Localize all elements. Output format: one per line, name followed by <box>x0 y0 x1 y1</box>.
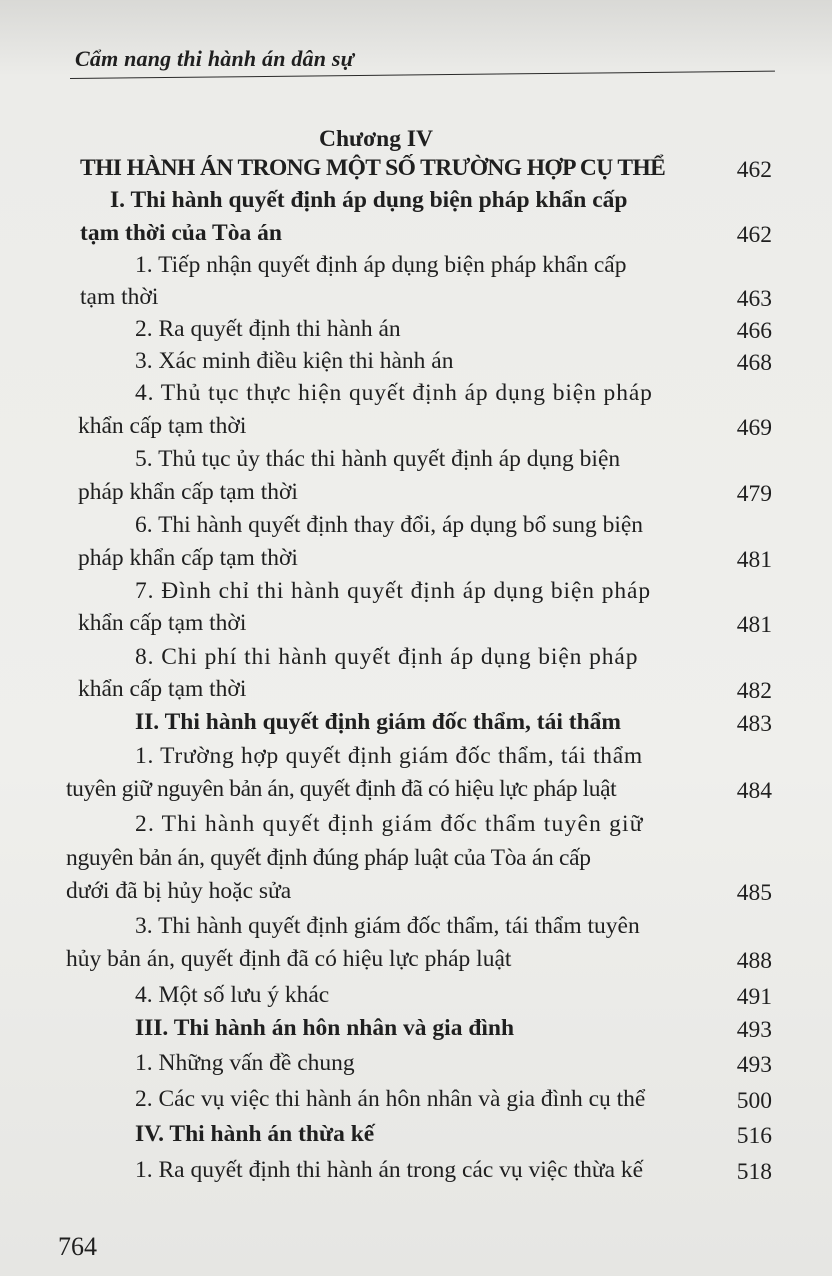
toc-entry-line: 3. Thi hành quyết định giám đốc thẩm, tái thẩm tuyên <box>135 913 640 939</box>
toc-page-number: 493 <box>736 1017 772 1043</box>
toc-page-number: 482 <box>736 678 772 704</box>
toc-entry-line: nguyên bản án, quyết định đúng pháp luật của Tòa án cấp <box>66 845 591 871</box>
toc-entry-line: pháp khẩn cấp tạm thời <box>78 545 298 571</box>
page-number: 764 <box>58 1232 97 1261</box>
chapter-label: Chương IV <box>319 126 433 152</box>
toc-entry-line: 1. Trường hợp quyết định giám đốc thẩm, tái thẩm <box>135 743 643 769</box>
chapter-title: THI HÀNH ÁN TRONG MỘT SỐ TRƯỜNG HỢP CỤ THỂ <box>80 155 666 181</box>
toc-entry-line: khẩn cấp tạm thời <box>78 610 247 636</box>
toc-entry-line: pháp khẩn cấp tạm thời <box>78 479 298 505</box>
toc-entry-line: 4. Thủ tục thực hiện quyết định áp dụng biện pháp <box>135 380 653 406</box>
toc-page-number: 488 <box>736 948 772 974</box>
toc-entry-line: 1. Tiếp nhận quyết định áp dụng biện pháp khẩn cấp <box>135 252 627 278</box>
toc-entry-line: tạm thời <box>80 284 159 310</box>
toc-entry-line: 1. Ra quyết định thi hành án trong các vụ việc thừa kế <box>135 1157 644 1183</box>
toc-entry-line: 8. Chi phí thi hành quyết định áp dụng biện pháp <box>135 644 639 670</box>
toc-entry-line: 2. Thi hành quyết định giám đốc thẩm tuyên giữ <box>135 811 644 837</box>
toc-entry-line: II. Thi hành quyết định giám đốc thẩm, tái thẩm <box>135 709 622 735</box>
toc-entry-line: tuyên giữ nguyên bản án, quyết định đã có hiệu lực pháp luật <box>66 776 617 802</box>
toc-page-number: 481 <box>736 612 772 638</box>
toc-page-number: 481 <box>736 547 772 573</box>
toc-entry-line: III. Thi hành án hôn nhân và gia đình <box>135 1015 515 1041</box>
toc-entry-line: 5. Thủ tục ủy thác thi hành quyết định áp dụng biện <box>135 446 621 472</box>
toc-entry-line: IV. Thi hành án thừa kế <box>135 1121 375 1147</box>
toc-page-number: 479 <box>736 481 772 507</box>
toc-page-number: 469 <box>736 415 772 441</box>
toc-entry-line: khẩn cấp tạm thời <box>78 413 247 439</box>
toc-page-number: 518 <box>736 1159 772 1185</box>
toc-page-number: 485 <box>736 880 772 906</box>
toc-entry-line: 2. Các vụ việc thi hành án hôn nhân và gia đình cụ thể <box>135 1086 646 1112</box>
chapter-page: 462 <box>736 157 772 183</box>
toc-entry-line: tạm thời của Tòa án <box>80 220 282 246</box>
toc-page-number: 468 <box>736 350 772 376</box>
toc-entry-line: 6. Thi hành quyết định thay đổi, áp dụng bổ sung biện <box>135 512 644 538</box>
toc-entry-line: 4. Một số lưu ý khác <box>135 982 330 1008</box>
toc-entry-line: 1. Những vấn đề chung <box>135 1050 355 1076</box>
toc-entry-line: 2. Ra quyết định thi hành án <box>135 316 401 342</box>
toc-page-number: 516 <box>736 1123 772 1149</box>
toc-page-number: 462 <box>736 222 772 248</box>
toc-entry-line: khẩn cấp tạm thời <box>78 676 247 702</box>
toc-page-number: 500 <box>736 1088 772 1114</box>
toc-entry-line: 3. Xác minh điều kiện thi hành án <box>135 348 454 374</box>
toc-page-number: 493 <box>736 1052 772 1078</box>
toc-page-number: 463 <box>736 286 772 312</box>
toc-page-number: 483 <box>736 711 772 737</box>
toc-entry-line: dưới đã bị hủy hoặc sửa <box>66 878 292 904</box>
running-header: Cẩm nang thi hành án dân sự <box>75 46 355 71</box>
toc-page-number: 491 <box>736 984 772 1010</box>
toc-page-number: 466 <box>736 318 772 344</box>
toc-page-number: 484 <box>736 778 772 804</box>
toc-entry-line: I. Thi hành quyết định áp dụng biện pháp khẩn cấp <box>110 187 628 213</box>
toc-entry-line: hủy bản án, quyết định đã có hiệu lực pháp luật <box>66 946 512 972</box>
toc-entry-line: 7. Đình chỉ thi hành quyết định áp dụng biện pháp <box>135 578 651 604</box>
